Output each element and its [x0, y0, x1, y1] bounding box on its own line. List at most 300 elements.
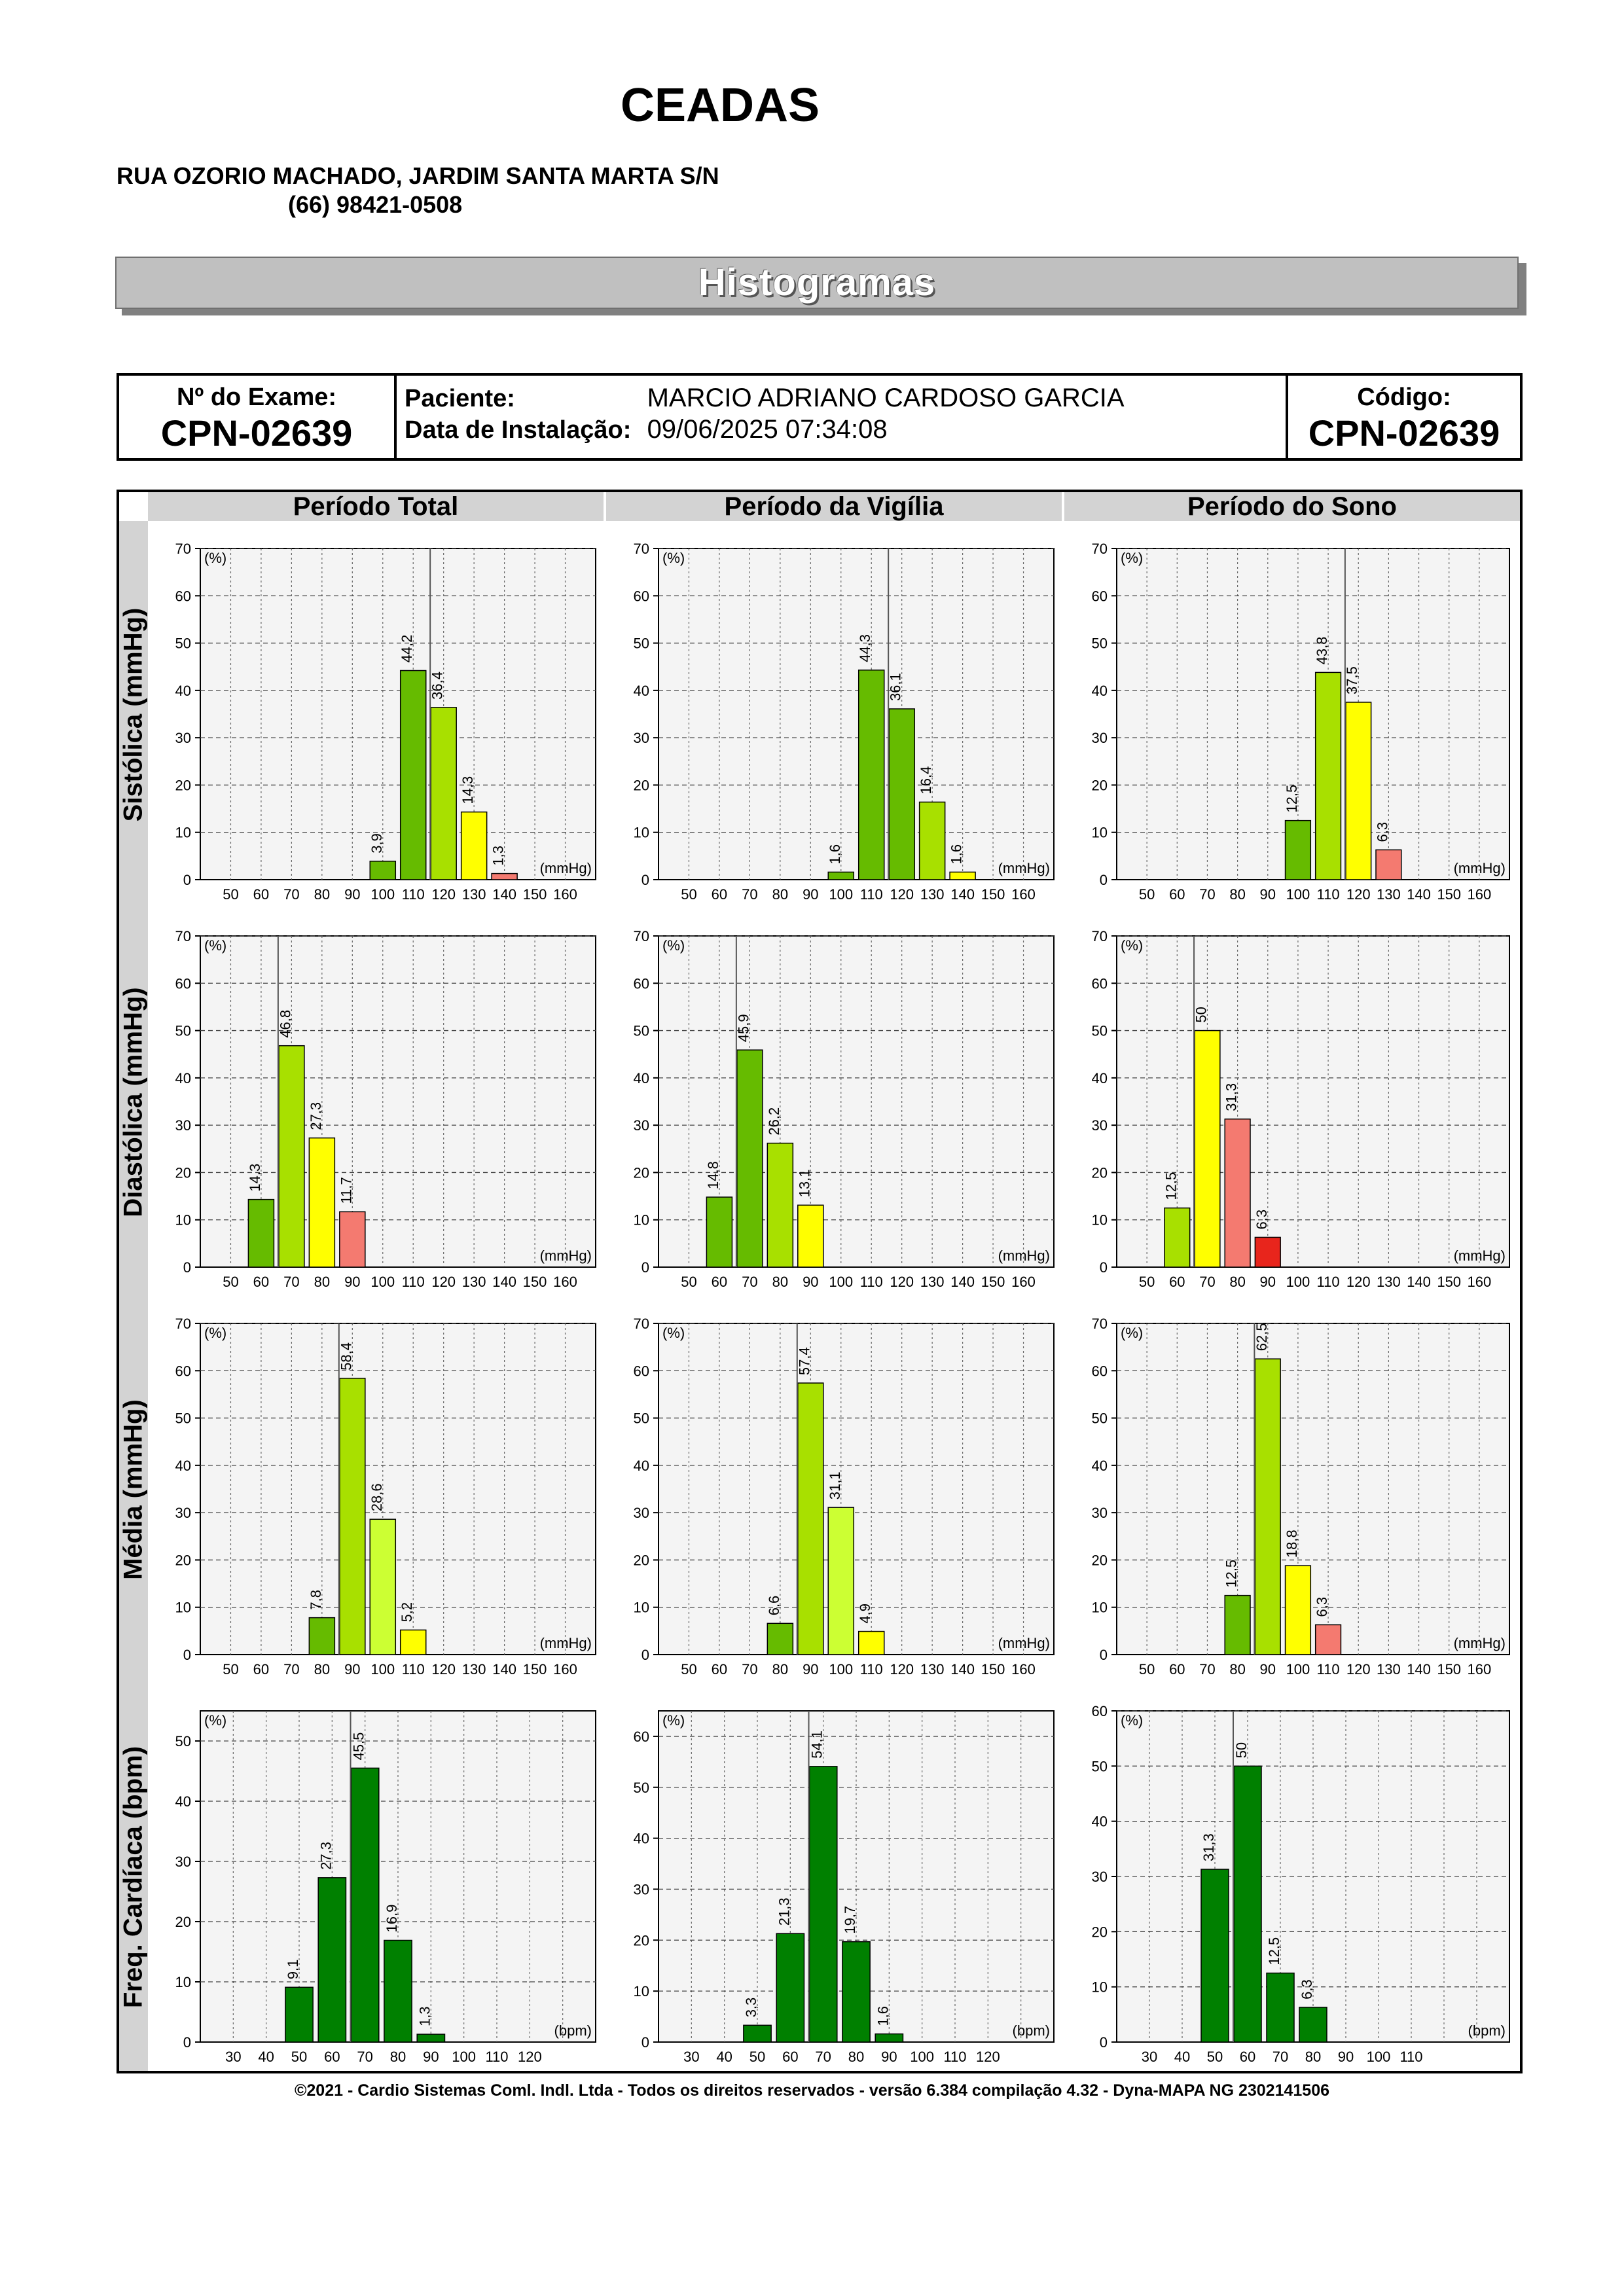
x-tick-label: 70	[742, 1661, 758, 1677]
x-tick-label: 150	[1437, 1274, 1462, 1290]
y-tick-label: 60	[175, 975, 191, 992]
y-tick-label: 20	[633, 1932, 649, 1949]
histogram-bar	[950, 872, 975, 880]
x-tick-label: 50	[223, 886, 239, 903]
histogram-bar	[767, 1143, 793, 1267]
histogram-bar	[706, 1197, 732, 1267]
histogram-diastolica-total	[148, 908, 606, 1296]
exam-number-value: CPN-02639	[160, 412, 353, 454]
histogram-bar	[920, 802, 945, 880]
y-tick-label: 0	[183, 872, 191, 888]
organization-name: CEADAS	[620, 79, 820, 132]
y-tick-label: 30	[1091, 1117, 1108, 1134]
bar-value-label: 6,3	[1253, 1209, 1270, 1230]
x-tick-label: 150	[1437, 886, 1462, 903]
plot-area	[200, 1323, 596, 1655]
x-tick-label: 60	[324, 2049, 340, 2065]
y-tick-label: 30	[175, 730, 191, 747]
column-header-sono: Período do Sono	[1064, 492, 1520, 521]
histogram-bar	[431, 708, 456, 880]
y-tick-label: 20	[175, 1164, 191, 1181]
patient-label: Paciente:	[405, 385, 515, 412]
bar-value-label: 58,4	[338, 1342, 355, 1371]
x-tick-label: 60	[711, 1274, 728, 1290]
x-tick-label: 90	[1337, 2049, 1354, 2065]
y-tick-label: 30	[633, 1117, 649, 1134]
y-tick-label: 50	[175, 635, 191, 652]
x-tick-label: 100	[370, 1661, 395, 1677]
bar-value-label: 14,3	[246, 1163, 263, 1192]
x-tick-label: 80	[314, 1661, 331, 1677]
histogram-media-sono	[1064, 1296, 1520, 1683]
x-tick-label: 90	[423, 2049, 439, 2065]
x-tick-label: 60	[253, 1274, 270, 1290]
row-header-diastolica: Diastólica (mmHg)	[119, 908, 148, 1296]
y-tick-label: 0	[1099, 1259, 1108, 1276]
x-tick-label: 150	[522, 1274, 547, 1290]
x-tick-label: 140	[950, 1274, 975, 1290]
x-tick-label: 130	[920, 886, 945, 903]
chart-group	[634, 1316, 1054, 1677]
y-tick-label: 0	[641, 1259, 649, 1276]
x-tick-label: 40	[1174, 2049, 1191, 2065]
x-axis-label: (mmHg)	[1453, 1635, 1506, 1651]
x-tick-label: 150	[522, 1661, 547, 1677]
phone-line: (66) 98421-0508	[288, 191, 463, 218]
histogram-bar	[285, 1987, 313, 2042]
x-tick-label: 100	[1286, 886, 1310, 903]
x-axis-label: (mmHg)	[1453, 1247, 1506, 1264]
chart-group	[1092, 541, 1509, 903]
x-tick-label: 140	[950, 1661, 975, 1677]
x-tick-label: 60	[1169, 886, 1185, 903]
bar-value-label: 3,9	[368, 833, 385, 853]
x-tick-label: 120	[1346, 886, 1371, 903]
y-tick-label: 0	[1099, 1647, 1108, 1663]
bar-value-label: 36,4	[429, 672, 446, 700]
y-tick-label: 70	[175, 541, 191, 557]
x-tick-label: 80	[314, 886, 331, 903]
x-tick-label: 100	[829, 1661, 854, 1677]
histogram-bar	[1267, 1973, 1294, 2042]
bar-value-label: 16,4	[918, 766, 935, 795]
histogram-bar	[352, 1768, 379, 2042]
x-axis-label: (mmHg)	[998, 860, 1050, 876]
plot-area	[1117, 1323, 1509, 1655]
y-tick-label: 20	[175, 1914, 191, 1930]
histogram-sistolica-vigilia	[606, 521, 1064, 908]
chart-group	[634, 928, 1054, 1290]
x-tick-label: 110	[401, 1274, 425, 1290]
y-tick-label: 60	[1091, 975, 1108, 992]
y-tick-label: 30	[1091, 730, 1108, 747]
y-tick-label: 30	[633, 730, 649, 747]
bar-value-label: 37,5	[1344, 666, 1361, 694]
histogram-grid	[117, 490, 1523, 2073]
plot-area	[659, 548, 1054, 880]
y-tick-label: 30	[175, 1854, 191, 1870]
y-tick-label: 60	[633, 975, 649, 992]
bar-value-label: 28,6	[368, 1483, 385, 1512]
y-tick-label: 40	[633, 1069, 649, 1086]
histogram-bar	[279, 1046, 304, 1267]
y-tick-label: 40	[175, 1457, 191, 1474]
x-tick-label: 50	[681, 1661, 697, 1677]
y-tick-label: 0	[641, 1647, 649, 1663]
x-tick-label: 70	[742, 886, 758, 903]
y-tick-label: 60	[633, 1363, 649, 1380]
install-date-value: 09/06/2025 07:34:08	[647, 415, 888, 444]
x-tick-label: 60	[1169, 1661, 1185, 1677]
bar-value-label: 31,3	[1200, 1833, 1217, 1862]
y-tick-label: 40	[175, 682, 191, 699]
histogram-bar	[461, 812, 487, 880]
patient-name: MARCIO ADRIANO CARDOSO GARCIA	[647, 384, 1125, 412]
x-tick-label: 50	[1206, 2049, 1223, 2065]
x-tick-label: 80	[389, 2049, 406, 2065]
y-tick-label: 0	[183, 1647, 191, 1663]
y-tick-label: 0	[1099, 2034, 1108, 2051]
x-tick-label: 130	[461, 1274, 486, 1290]
x-tick-label: 110	[485, 2049, 509, 2065]
x-tick-label: 130	[920, 1274, 945, 1290]
x-tick-label: 70	[283, 886, 300, 903]
histogram-bar	[1376, 850, 1401, 880]
x-tick-label: 160	[553, 1661, 577, 1677]
histogram-bar	[875, 2034, 903, 2042]
x-tick-label: 150	[1437, 1661, 1462, 1677]
y-tick-label: 70	[175, 1316, 191, 1332]
bar-value-label: 12,5	[1266, 1937, 1282, 1965]
x-tick-label: 50	[1138, 1274, 1155, 1290]
bar-value-label: 57,4	[796, 1347, 813, 1376]
bar-value-label: 18,8	[1283, 1530, 1300, 1558]
x-tick-label: 140	[1407, 1661, 1431, 1677]
x-tick-label: 120	[431, 1274, 456, 1290]
y-tick-label: 10	[175, 1974, 191, 1990]
histogram-bar	[1346, 702, 1371, 880]
x-tick-label: 70	[815, 2049, 831, 2065]
y-tick-label: 70	[1091, 541, 1108, 557]
x-tick-label: 140	[1407, 886, 1431, 903]
y-axis-label: (%)	[1121, 937, 1144, 954]
x-tick-label: 80	[772, 886, 789, 903]
x-tick-label: 50	[749, 2049, 766, 2065]
x-tick-label: 90	[1259, 1274, 1276, 1290]
y-tick-label: 40	[633, 682, 649, 699]
x-tick-label: 110	[1316, 1661, 1340, 1677]
y-tick-label: 10	[1091, 1599, 1108, 1616]
y-tick-label: 30	[633, 1505, 649, 1522]
histogram-bar	[1316, 1624, 1341, 1655]
chart-group	[1092, 1703, 1509, 2065]
histogram-bar	[1225, 1119, 1250, 1267]
x-tick-label: 160	[1011, 886, 1036, 903]
x-tick-label: 100	[1286, 1661, 1310, 1677]
x-tick-label: 90	[803, 886, 819, 903]
x-tick-label: 120	[1346, 1274, 1371, 1290]
x-tick-label: 160	[553, 886, 577, 903]
patient-cell	[397, 376, 1291, 458]
histogram-bar	[1225, 1596, 1250, 1655]
x-tick-label: 120	[975, 2049, 1000, 2065]
histogram-diastolica-vigilia	[606, 908, 1064, 1296]
x-tick-label: 160	[1467, 886, 1492, 903]
x-tick-label: 110	[1399, 2049, 1423, 2065]
y-tick-label: 60	[633, 1728, 649, 1745]
y-tick-label: 10	[633, 1599, 649, 1616]
chart-group	[1092, 928, 1509, 1290]
y-tick-label: 40	[633, 1830, 649, 1847]
x-tick-label: 140	[1407, 1274, 1431, 1290]
x-tick-label: 130	[1377, 1661, 1401, 1677]
x-tick-label: 80	[848, 2049, 865, 2065]
histogram-media-vigilia	[606, 1296, 1064, 1683]
y-tick-label: 20	[633, 1164, 649, 1181]
y-tick-label: 10	[175, 824, 191, 841]
x-tick-label: 100	[452, 2049, 477, 2065]
y-tick-label: 10	[633, 1211, 649, 1229]
bar-value-label: 14,8	[704, 1161, 721, 1190]
bar-value-label: 9,1	[285, 1959, 301, 1980]
x-tick-label: 90	[1259, 886, 1276, 903]
chart-group	[175, 1316, 596, 1677]
y-tick-label: 20	[633, 1552, 649, 1569]
x-tick-label: 80	[1305, 2049, 1322, 2065]
row-header-media: Média (mmHg)	[119, 1296, 148, 1683]
y-tick-label: 10	[633, 1983, 649, 2000]
histogram-bar	[859, 1632, 884, 1655]
bar-value-label: 46,8	[277, 1009, 294, 1038]
y-tick-label: 10	[175, 1599, 191, 1616]
x-tick-label: 90	[1259, 1661, 1276, 1677]
y-tick-label: 50	[1091, 635, 1108, 652]
bar-value-label: 27,3	[307, 1102, 324, 1130]
y-axis-label: (%)	[204, 1325, 227, 1341]
y-axis-label: (%)	[204, 550, 227, 566]
bar-value-label: 5,2	[399, 1602, 416, 1623]
x-tick-label: 80	[772, 1661, 789, 1677]
x-tick-label: 70	[1199, 1661, 1216, 1677]
bar-value-label: 19,7	[842, 1905, 858, 1934]
x-tick-label: 70	[1272, 2049, 1289, 2065]
code-value: CPN-02639	[1308, 412, 1500, 454]
column-header-total: Período Total	[148, 492, 604, 521]
y-axis-label: (%)	[662, 937, 685, 954]
y-tick-label: 10	[1091, 1211, 1108, 1229]
y-axis-label: (%)	[1121, 1325, 1144, 1341]
histogram-bar	[1164, 1208, 1190, 1267]
x-tick-label: 130	[461, 1661, 486, 1677]
x-tick-label: 120	[890, 886, 914, 903]
histogram-media-total	[148, 1296, 606, 1683]
x-tick-label: 160	[1011, 1661, 1036, 1677]
bar-value-label: 6,6	[765, 1595, 782, 1616]
x-tick-label: 90	[344, 1661, 361, 1677]
x-tick-label: 120	[890, 1661, 914, 1677]
x-tick-label: 50	[681, 886, 697, 903]
y-tick-label: 20	[175, 777, 191, 794]
x-tick-label: 50	[223, 1274, 239, 1290]
bar-value-label: 1,3	[490, 846, 507, 866]
y-tick-label: 20	[1091, 1924, 1108, 1941]
histogram-bar	[340, 1378, 365, 1655]
y-tick-label: 50	[175, 1410, 191, 1427]
histogram-bar	[744, 2025, 771, 2042]
x-tick-label: 60	[711, 886, 728, 903]
bar-value-label: 16,9	[384, 1904, 400, 1933]
histogram-bar	[1195, 1031, 1220, 1267]
x-axis-label: (mmHg)	[998, 1247, 1050, 1264]
y-tick-label: 10	[633, 824, 649, 841]
y-tick-label: 70	[1091, 1316, 1108, 1332]
x-tick-label: 110	[859, 886, 883, 903]
bar-value-label: 13,1	[796, 1169, 813, 1198]
bar-value-label: 45,5	[350, 1732, 367, 1761]
histogram-fc-sono	[1064, 1683, 1520, 2071]
histogram-bar	[318, 1878, 346, 2042]
x-tick-label: 130	[1377, 1274, 1401, 1290]
x-axis-label: (bpm)	[1468, 2022, 1506, 2039]
y-tick-label: 60	[633, 588, 649, 605]
x-tick-label: 50	[291, 2049, 308, 2065]
chart-group	[634, 1711, 1054, 2065]
x-tick-label: 50	[1138, 886, 1155, 903]
x-tick-label: 100	[1366, 2049, 1391, 2065]
y-tick-label: 50	[633, 1410, 649, 1427]
bar-value-label: 1,3	[416, 2006, 433, 2027]
x-axis-label: (mmHg)	[998, 1635, 1050, 1651]
y-tick-label: 0	[641, 2034, 649, 2051]
x-tick-label: 30	[683, 2049, 700, 2065]
exam-info-box	[117, 373, 1523, 461]
x-tick-label: 90	[803, 1661, 819, 1677]
histogram-bar	[776, 1933, 804, 2042]
y-axis-label: (%)	[204, 937, 227, 954]
histogram-bar	[767, 1623, 793, 1655]
x-tick-label: 160	[553, 1274, 577, 1290]
y-tick-label: 60	[175, 588, 191, 605]
bar-value-label: 14,3	[460, 776, 477, 804]
histogram-bar	[810, 1767, 837, 2042]
x-tick-label: 80	[1229, 886, 1246, 903]
bar-value-label: 50	[1233, 1742, 1250, 1759]
bar-value-label: 44,2	[399, 634, 416, 663]
install-date-label: Data de Instalação:	[405, 416, 632, 444]
x-tick-label: 120	[431, 1661, 456, 1677]
y-tick-label: 20	[1091, 777, 1108, 794]
bar-value-label: 27,3	[317, 1842, 334, 1870]
y-tick-label: 10	[1091, 1979, 1108, 1996]
x-tick-label: 110	[1316, 1274, 1340, 1290]
histogram-bar	[1316, 672, 1341, 880]
x-tick-label: 70	[283, 1661, 300, 1677]
code-cell	[1286, 376, 1520, 458]
y-tick-label: 30	[175, 1505, 191, 1522]
y-tick-label: 50	[1091, 1758, 1108, 1775]
y-axis-label: (%)	[662, 1712, 685, 1729]
x-tick-label: 150	[981, 886, 1005, 903]
y-tick-label: 10	[175, 1211, 191, 1229]
y-axis-label: (%)	[1121, 1712, 1144, 1729]
y-tick-label: 50	[1091, 1410, 1108, 1427]
histogram-bar	[370, 1519, 395, 1655]
histogram-diastolica-sono	[1064, 908, 1520, 1296]
plot-area	[1117, 548, 1509, 880]
exam-number-cell	[119, 376, 397, 458]
x-tick-label: 110	[401, 1661, 425, 1677]
chart-group	[175, 928, 596, 1290]
y-tick-label: 60	[1091, 1363, 1108, 1380]
x-tick-label: 100	[829, 1274, 854, 1290]
x-axis-label: (bpm)	[1012, 2022, 1050, 2039]
y-tick-label: 70	[175, 928, 191, 944]
x-tick-label: 120	[431, 886, 456, 903]
bar-value-label: 50	[1193, 1007, 1210, 1023]
x-axis-label: (mmHg)	[539, 1635, 592, 1651]
x-tick-label: 60	[711, 1661, 728, 1677]
histogram-bar	[492, 874, 517, 880]
bar-value-label: 1,6	[875, 2005, 892, 2026]
y-tick-label: 50	[633, 1779, 649, 1796]
histogram-bar	[1201, 1869, 1229, 2042]
x-tick-label: 140	[492, 886, 516, 903]
bar-value-label: 1,6	[826, 844, 843, 865]
x-tick-label: 100	[829, 886, 854, 903]
histogram-bar	[417, 2034, 444, 2042]
column-header-vigilia: Período da Vigília	[606, 492, 1062, 521]
bar-value-label: 44,3	[857, 634, 874, 662]
y-tick-label: 20	[633, 777, 649, 794]
x-tick-label: 100	[910, 2049, 935, 2065]
x-axis-label: (mmHg)	[539, 1247, 592, 1264]
y-tick-label: 40	[1091, 1069, 1108, 1086]
x-axis-label: (mmHg)	[1453, 860, 1506, 876]
y-axis-label: (%)	[204, 1712, 227, 1729]
x-tick-label: 40	[258, 2049, 274, 2065]
x-tick-label: 120	[517, 2049, 542, 2065]
y-tick-label: 40	[1091, 682, 1108, 699]
bar-value-label: 3,3	[743, 1997, 759, 2018]
x-tick-label: 140	[492, 1661, 516, 1677]
x-tick-label: 150	[981, 1661, 1005, 1677]
x-tick-label: 70	[357, 2049, 373, 2065]
x-tick-label: 110	[859, 1274, 883, 1290]
y-tick-label: 40	[633, 1457, 649, 1474]
chart-group	[634, 541, 1054, 903]
bar-value-label: 12,5	[1223, 1559, 1240, 1588]
y-tick-label: 70	[633, 1316, 649, 1332]
row-header-freq-cardiaca: Freq. Cardíaca (bpm)	[119, 1683, 148, 2071]
x-tick-label: 60	[253, 886, 270, 903]
x-tick-label: 70	[283, 1274, 300, 1290]
histogram-bar	[309, 1138, 334, 1267]
y-tick-label: 60	[1091, 588, 1108, 605]
bar-value-label: 54,1	[808, 1731, 825, 1759]
histogram-bar	[248, 1200, 274, 1267]
y-tick-label: 0	[183, 1259, 191, 1276]
histogram-bar	[798, 1383, 823, 1655]
histogram-fc-vigilia	[606, 1683, 1064, 2071]
x-tick-label: 110	[943, 2049, 967, 2065]
x-tick-label: 160	[1467, 1661, 1492, 1677]
y-tick-label: 20	[1091, 1164, 1108, 1181]
y-tick-label: 70	[1091, 928, 1108, 944]
code-label: Código:	[1357, 384, 1451, 411]
x-tick-label: 90	[344, 1274, 361, 1290]
bar-value-label: 45,9	[735, 1014, 752, 1043]
histogram-fc-total	[148, 1683, 606, 2071]
